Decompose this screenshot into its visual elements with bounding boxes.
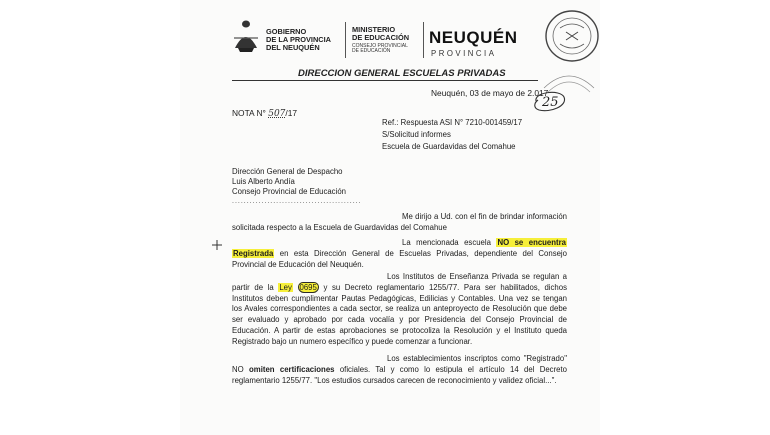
ministerio-label: MINISTERIO DE EDUCACIÓN [352, 25, 410, 43]
handwritten-number-text: 25 [542, 95, 559, 110]
highlighted-ley: Ley [279, 282, 292, 292]
paragraph-1: Me dirijo a Ud. con el fin de brindar información solicitada respecto a la Escuela de Guardavidas del Comahue [232, 212, 567, 232]
highlighted-no-se-encuentra: NO se encuentra [497, 238, 567, 247]
paragraph-4: Los establecimientos inscriptos como "Registrado" NO omiten certificaciones oficiales. Tal y como lo estipula el artículo 14 del Decreto reglamentario 1255/77. "Los estudios cursados carecen de reconocimiento y validez oficial...". [232, 354, 567, 385]
heading: DIRECCION GENERAL ESCUELAS PRIVADAS [298, 68, 506, 79]
paragraph-3: Los Institutos de Enseñanza Privada se regulan a partir de la Ley 0695 y su Decreto reglamentario 1255/77. Para ser habilitados, dichos Institutos deben cumplimentar Pautas Pedagógicas, Edilicias y Contables. Una vez se tengan los Avales correspondientes a cada sector, se realiza un anteproyecto de Resolución que debe ser evaluado y aprobado por cada vocalía y por Presidencia del Consejo Provincial de Educación. A partir de estas aprobaciones se protocoliza la Resolución y el Instituto queda Registrado bajo un numero específico y puede comenzar a funcionar. [232, 272, 567, 346]
round-stamp-seal [538, 6, 600, 64]
consejo-label: CONSEJO PROVINCIAL DE EDUCACIÓN [352, 43, 408, 55]
document-page [180, 0, 600, 435]
coat-of-arms-logo [232, 18, 260, 54]
heading-rule [232, 80, 538, 81]
provincia-label: PROVINCIA [431, 49, 497, 58]
margin-pen-mark [210, 238, 224, 252]
dotted-line: ............................................ [232, 198, 362, 205]
circled-ley-number: 0695 [299, 282, 317, 292]
letterhead [180, 14, 600, 66]
gobierno-label: GOBIERNO DE LA PROVINCIA DEL NEUQUÉN [266, 27, 332, 53]
nota-number: NOTA N° 507/17 [232, 108, 298, 119]
date: Neuquén, 03 de mayo de 2.017 [431, 88, 549, 98]
highlighted-registrada: Registrada [233, 248, 274, 258]
handwritten-circled-number [530, 88, 568, 114]
paragraph-2: La mencionada escuela NO se encuentra Registrada en esta Dirección General de Escuelas Privadas, dependiente del Consejo Provincial de Educación del Neuquén. [232, 238, 567, 269]
reference-block: Ref.: Respuesta ASI N° 7210-001459/17 S/Solicitud informes Escuela de Guardavidas del Comahue [382, 118, 523, 151]
addressee-block: Dirección General de Despacho Luis Alberto Andía Consejo Provincial de Educación [232, 167, 346, 196]
neuquen-brand: NEUQUÉN [429, 28, 518, 47]
letterhead-divider [345, 22, 346, 58]
letterhead-divider [423, 22, 424, 58]
